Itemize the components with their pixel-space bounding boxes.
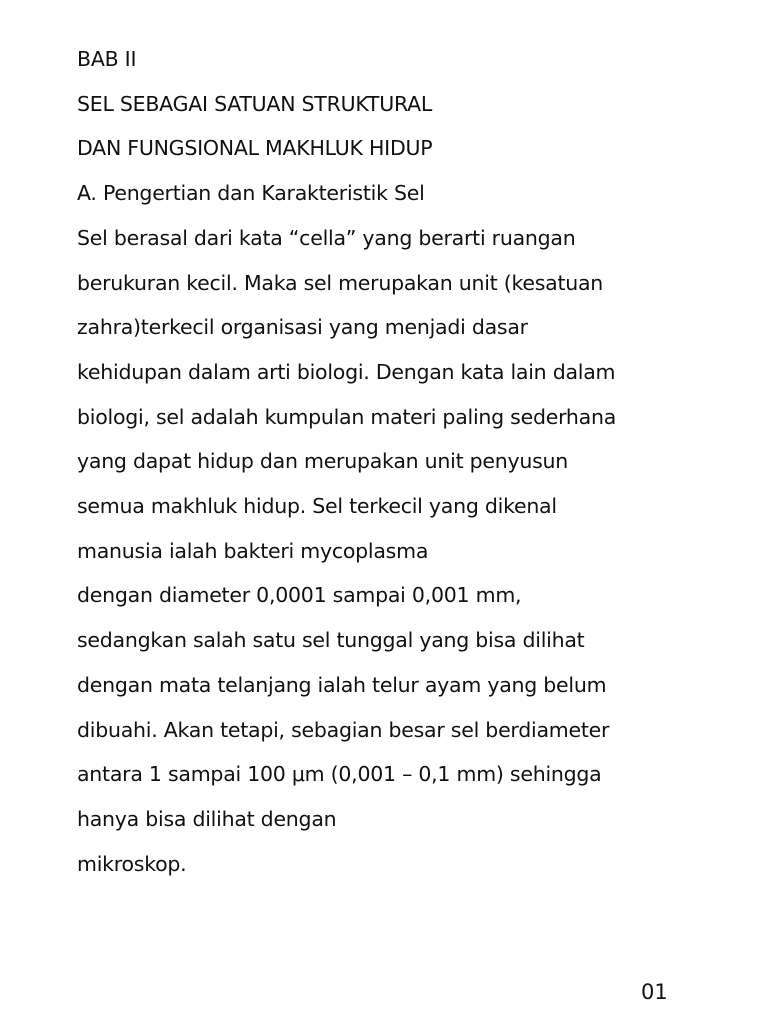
body-line: antara 1 sampai 100 μm (0,001 – 0,1 mm) sehingga bbox=[77, 762, 602, 787]
document-page bbox=[77, 37, 717, 886]
body-line: Sel berasal dari kata “cella” yang berarti ruangan bbox=[77, 225, 576, 250]
body-line: biologi, sel adalah kumpulan materi paling sederhana bbox=[77, 404, 617, 429]
body-line: berukuran kecil. Maka sel merupakan unit (kesatuan bbox=[77, 270, 604, 295]
body-line: mikroskop. bbox=[77, 851, 187, 876]
body-line: semua makhluk hidup. Sel terkecil yang dikenal bbox=[77, 494, 557, 519]
body-line: hanya bisa dilihat dengan bbox=[77, 806, 337, 831]
body-line: dibuahi. Akan tetapi, sebagian besar sel berdiameter bbox=[77, 717, 610, 742]
chapter-title-line-1: SEL SEBAGAI SATUAN STRUKTURAL bbox=[77, 91, 433, 116]
chapter-title-line-2: DAN FUNGSIONAL MAKHLUK HIDUP bbox=[77, 136, 433, 161]
chapter-label: BAB II bbox=[77, 47, 137, 71]
section-heading: A. Pengertian dan Karakteristik Sel bbox=[77, 181, 425, 206]
body-line: dengan mata telanjang ialah telur ayam yang belum bbox=[77, 672, 607, 697]
page-number: 01 bbox=[641, 980, 668, 1004]
body-line: zahra)terkecil organisasi yang menjadi dasar bbox=[77, 315, 528, 340]
body-line: yang dapat hidup dan merupakan unit penyusun bbox=[77, 449, 569, 474]
body-line: manusia ialah bakteri mycoplasma bbox=[77, 538, 429, 563]
body-line: dengan diameter 0,0001 sampai 0,001 mm, bbox=[77, 583, 522, 608]
body-line: kehidupan dalam arti biologi. Dengan kata lain dalam bbox=[77, 359, 616, 384]
body-line: sedangkan salah satu sel tunggal yang bisa dilihat bbox=[77, 628, 585, 653]
